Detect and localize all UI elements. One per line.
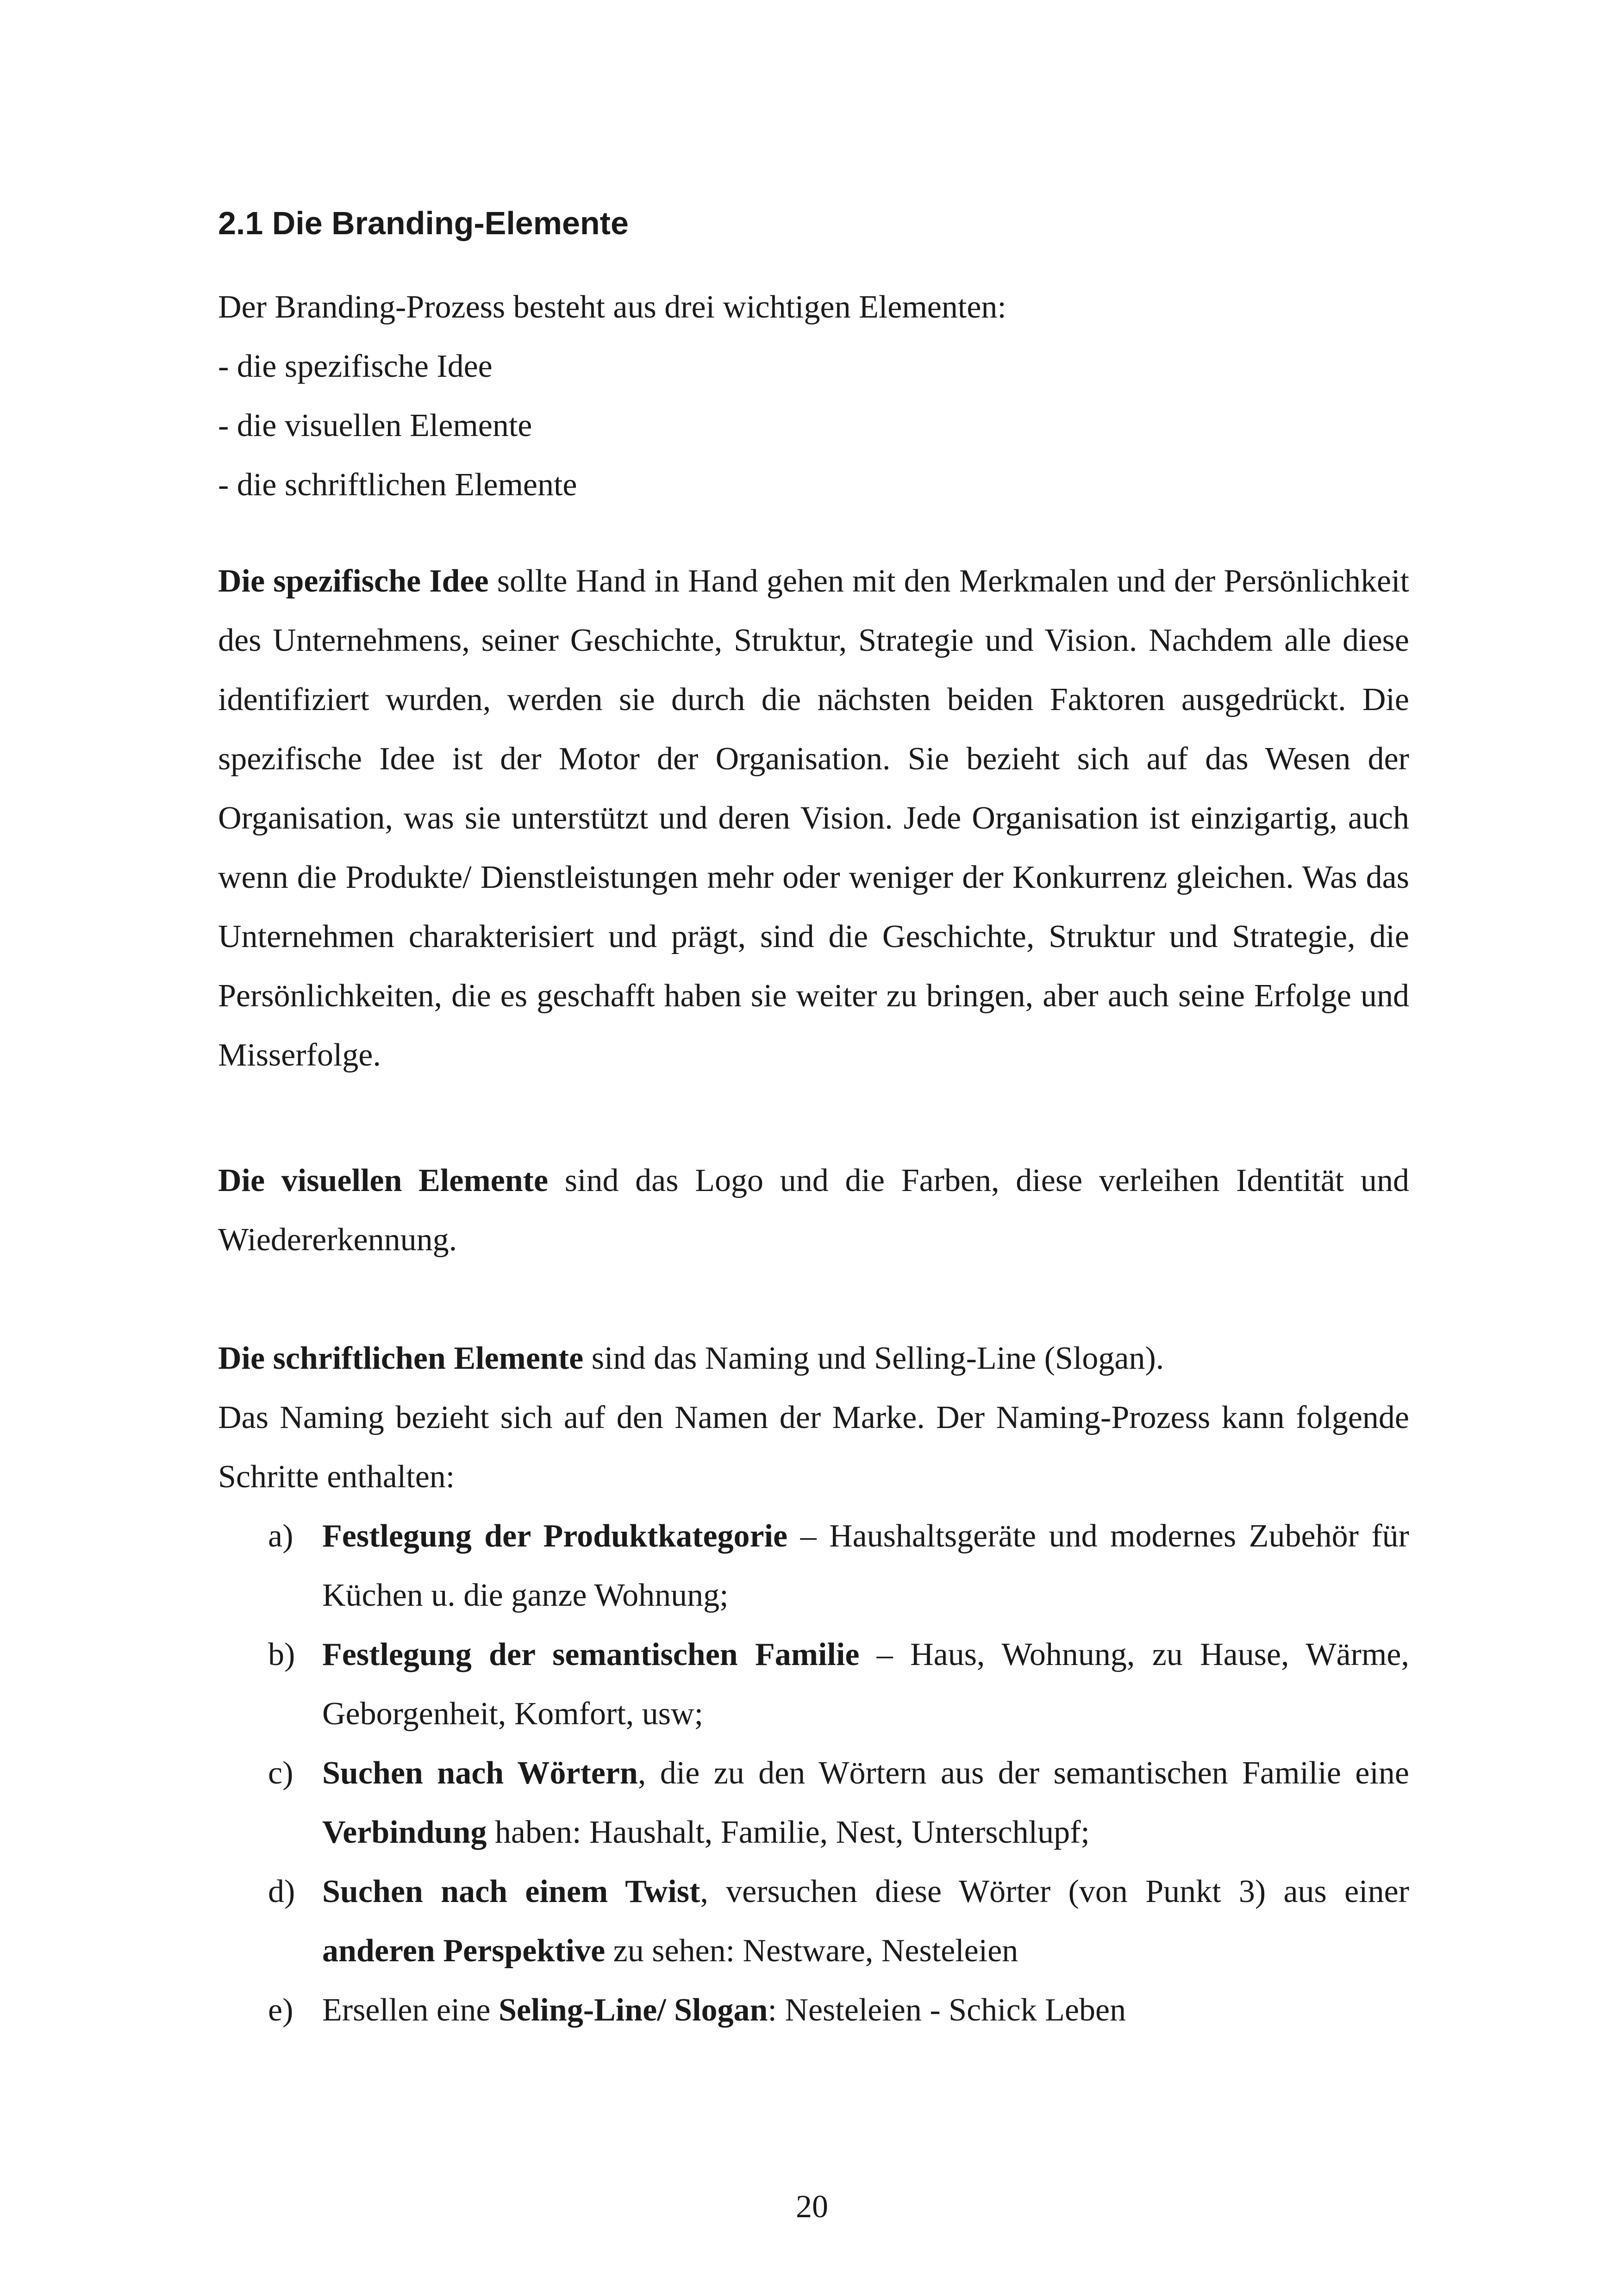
step-text: Ersellen eine — [322, 1992, 499, 2028]
list-item — [218, 1744, 1409, 1862]
paragraph-text: sollte Hand in Hand gehen mit den Merkmalen und der Persönlichkeit des Unternehmens, seiner Geschichte, Struktur, Strategie und Vision. Nachdem alle diese identifiziert wurden, werden sie durch die nächsten beiden Faktoren ausgedrückt. Die spezifische Idee ist der Motor der Organisation. Sie bezieht sich auf das Wesen der Organisation, was sie unterstützt und deren Vision. Jede Organisation ist einzigartig, auch wenn die Produkte/ Dienstleistungen mehr oder weniger der Konkurrenz gleichen. Was das Unternehmen charakterisiert und prägt, sind die Geschichte, Struktur und Strategie, die Persönlichkeiten, die es geschafft haben sie weiter zu bringen, aber auch seine Erfolge und Misserfolge. — [218, 563, 1409, 1073]
step-text: haben: Haushalt, Familie, Nest, Unterschlupf; — [487, 1815, 1090, 1850]
intro-item: - die spezifische Idee — [218, 349, 493, 384]
list-label: d) — [268, 1874, 295, 1909]
step-bold: anderen Perspektive — [322, 1933, 606, 1969]
paragraph-visuelle-elemente — [218, 1151, 1409, 1270]
step-bold: Festlegung der Produktkategorie — [322, 1518, 788, 1554]
step-bold: Verbindung — [322, 1815, 487, 1850]
step-text: , die zu den Wörtern aus der semantischen Familie eine — [637, 1755, 1409, 1791]
list-label: c) — [268, 1755, 294, 1791]
section-heading: 2.1 Die Branding-Elemente — [218, 205, 629, 241]
step-bold: Suchen nach einem Twist — [322, 1874, 700, 1909]
list-label: e) — [268, 1992, 294, 2028]
page-number: 20 — [796, 2189, 828, 2225]
paragraph-schriftliche-elemente — [218, 1329, 1409, 1507]
term-spezifische-idee: Die spezifische Idee — [218, 563, 489, 599]
list-item — [218, 1625, 1409, 1744]
intro-item: - die schriftlichen Elemente — [218, 467, 577, 503]
naming-steps-list — [218, 1507, 1409, 2040]
step-bold: Seling-Line/ Slogan — [498, 1992, 768, 2028]
intro-lead: Der Branding-Prozess besteht aus drei wichtigen Elementen: — [218, 289, 1006, 325]
intro-block — [218, 278, 1409, 515]
naming-text: Das Naming bezieht sich auf den Namen der Marke. Der Naming-Prozess kann folgende Schritte enthalten: — [218, 1400, 1409, 1495]
step-text: – Haushaltsgeräte und modernes Zubehör für Küchen u. die ganze Wohnung; — [322, 1518, 1409, 1613]
term-schriftliche-elemente: Die schriftlichen Elemente — [218, 1341, 584, 1376]
step-bold: Festlegung der semantischen Familie — [322, 1637, 860, 1672]
paragraph-text: sind das Naming und Selling-Line (Slogan). — [583, 1341, 1164, 1376]
step-text: , versuchen diese Wörter (von Punkt 3) aus einer — [700, 1874, 1409, 1909]
step-text: – Haus, Wohnung, zu Hause, Wärme, Geborgenheit, Komfort, usw; — [322, 1637, 1409, 1732]
paragraph-spezifische-idee — [218, 552, 1409, 1085]
list-item — [218, 1862, 1409, 1981]
list-item — [218, 1981, 1409, 2040]
list-label: a) — [268, 1518, 294, 1554]
paragraph-text: sind das Logo und die Farben, diese verleihen Identität und Wiedererkennung. — [218, 1163, 1409, 1258]
step-bold: Suchen nach Wörtern — [322, 1755, 638, 1791]
step-text: : Nesteleien - Schick Leben — [768, 1992, 1126, 2028]
list-item — [218, 1507, 1409, 1625]
term-visuelle-elemente: Die visuellen Elemente — [218, 1163, 549, 1198]
list-label: b) — [268, 1637, 295, 1672]
schrift-line — [218, 1329, 1409, 1388]
step-text: zu sehen: Nestware, Nesteleien — [605, 1933, 1018, 1969]
intro-item: - die visuellen Elemente — [218, 408, 532, 443]
